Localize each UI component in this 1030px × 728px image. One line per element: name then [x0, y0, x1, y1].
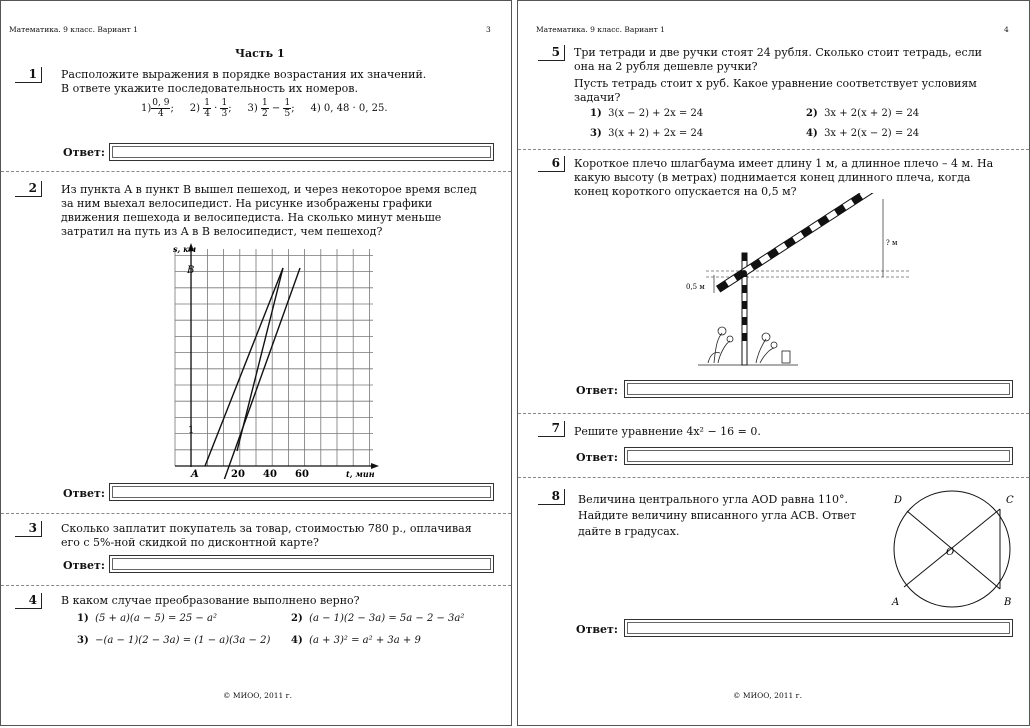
answer-field-2[interactable] [109, 483, 494, 501]
x-tick-40: 40 [263, 469, 277, 479]
question-number-3: 3 [15, 521, 42, 537]
answer-label-2: Ответ: [63, 487, 105, 500]
q1-e1-den: 4 [157, 109, 164, 119]
question-number-5: 5 [538, 45, 565, 61]
q1-e3-label: 3) [247, 103, 258, 114]
point-O: O [946, 547, 955, 558]
q4-o3-label: 3) [77, 635, 89, 646]
q1-e2a-den: 4 [204, 109, 210, 119]
label-half-meter: 0,5 м [686, 283, 705, 291]
separator [518, 477, 1029, 478]
point-C: C [1006, 495, 1014, 506]
answer-label-1: Ответ: [63, 146, 105, 159]
separator [1, 171, 511, 172]
q4-o2-text: (a − 1)(2 − 3a) = 5a − 2 − 3a² [309, 613, 465, 624]
question-number-7: 7 [538, 421, 565, 437]
q5-option-2 [806, 108, 919, 119]
q1-e3a-den: 2 [261, 109, 268, 119]
q4-option-4 [291, 635, 421, 646]
answer-field-7[interactable] [624, 447, 1013, 465]
q5-o4-label: 4) [806, 128, 818, 139]
left-page [0, 0, 512, 726]
q1-e2-op: · [214, 103, 218, 114]
q4-o4-text: (a + 3)² = a² + 3a + 9 [309, 635, 421, 646]
q1-e2-end: ; [228, 103, 232, 114]
q1-e1-end: ; [170, 103, 174, 114]
y-tick-1: 1 [188, 425, 195, 436]
q1-e3-op: − [271, 103, 281, 114]
q5-o2-text: 3x + 2(x + 2) = 24 [824, 108, 920, 119]
q4-o2-label: 2) [291, 613, 303, 624]
answer-label-6: Ответ: [576, 384, 618, 397]
q6-line3: конец короткого опускается на 0,5 м? [574, 185, 797, 198]
answer-field-1[interactable] [109, 143, 494, 161]
q5-line1: Три тетради и две ручки стоят 24 рубля. Сколько стоит тетрадь, если [574, 46, 983, 59]
q6-line1: Короткое плечо шлагбаума имеет длину 1 м, а длинное плечо – 4 м. На [574, 157, 994, 170]
answer-field-6[interactable] [624, 380, 1013, 398]
post-base [782, 351, 790, 363]
q7-text: Решите уравнение 4x² − 16 = 0. [574, 425, 761, 438]
q8-line2: Найдите величину вписанного угла ACB. Ответ [578, 509, 856, 522]
q4-option-2 [291, 613, 464, 624]
q5-o1-label: 1) [590, 108, 602, 119]
q5-option-3 [590, 128, 703, 139]
q4-o4-label: 4) [291, 635, 303, 646]
y-axis-label: s, км [173, 244, 197, 254]
q1-e3a-num: 1 [261, 98, 268, 108]
q4-line1: В каком случае преобразование выполнено верно? [61, 594, 360, 607]
q2-graph [161, 241, 386, 479]
point-A: A [892, 597, 900, 608]
q1-e2-label: 2) [189, 103, 200, 114]
q4-option-3 [77, 635, 270, 646]
separator [518, 149, 1029, 150]
q1-e3b-num: 1 [284, 98, 291, 108]
q1-e3-end: ; [291, 103, 295, 114]
q2-line1: Из пункта A в пункт B вышел пешеход, и через некоторое время вслед [61, 183, 477, 196]
label-question-meter: ? м [886, 239, 898, 247]
pedestrian-line [205, 268, 283, 466]
question-number-1: 1 [15, 67, 42, 83]
q2-line4: затратил на путь из A в B велосипедист, чем пешеход? [61, 225, 383, 238]
point-A: A [191, 469, 199, 479]
page-number: 4 [1004, 25, 1009, 34]
q4-o1-label: 1) [77, 613, 89, 624]
q8-line1: Величина центрального угла AOD равна 110°. [578, 493, 849, 506]
x-tick-20: 20 [231, 469, 245, 479]
q1-e3b-den: 5 [284, 109, 291, 119]
q3-line1: Сколько заплатит покупатель за товар, стоимостью 780 р., оплачивая [61, 522, 472, 535]
point-D: D [894, 495, 903, 506]
q1-e3a [261, 98, 269, 119]
answer-label-7: Ответ: [576, 451, 618, 464]
barrier-figure [678, 193, 918, 371]
q8-line3: дайте в градусах. [578, 525, 680, 538]
q1-e1 [151, 98, 170, 119]
page-footer: © МИОО, 2011 г. [733, 691, 802, 700]
q5-line2: она на 2 рубля дешевле ручки? [574, 60, 758, 73]
q5-line3: Пусть тетрадь стоит x руб. Какое уравнение соответствует условиям [574, 77, 977, 90]
answer-field-3[interactable] [109, 555, 494, 573]
question-number-2: 2 [15, 181, 42, 197]
q1-e2b-den: 3 [221, 109, 228, 119]
q1-e1-label: 1) [141, 103, 152, 114]
q5-o3-text: 3(x + 2) + 2x = 24 [608, 128, 704, 139]
q1-e2a [203, 98, 211, 119]
page-footer: © МИОО, 2011 г. [223, 691, 292, 700]
question-number-4: 4 [15, 593, 42, 609]
q4-option-1 [77, 613, 217, 624]
x-tick-60: 60 [295, 469, 309, 479]
q5-o1-text: 3(x − 2) + 2x = 24 [608, 108, 704, 119]
separator [1, 513, 511, 514]
q1-e2b-num: 1 [221, 98, 228, 108]
answer-field-8[interactable] [624, 619, 1013, 637]
q4-o1-text: (5 + a)(a − 5) = 25 − a² [95, 613, 217, 624]
q5-option-1 [590, 108, 703, 119]
q2-line3: движения пешехода и велосипедиста. На сколько минут меньше [61, 211, 442, 224]
page-header: Математика. 9 класс. Вариант 1 [9, 25, 138, 34]
q1-e1-num: 0, 9 [152, 98, 170, 108]
point-B: B [1004, 597, 1012, 608]
circle-figure [880, 489, 1026, 611]
q1-expressions [141, 98, 388, 119]
q2-line2: за ним выехал велосипедист. На рисунке изображены графики [61, 197, 433, 210]
q5-o4-text: 3x + 2(x − 2) = 24 [824, 128, 920, 139]
page-header: Математика. 9 класс. Вариант 1 [536, 25, 665, 34]
q5-o3-label: 3) [590, 128, 602, 139]
separator [1, 585, 511, 586]
x-axis-label: t, мин [346, 469, 375, 479]
q6-line2: какую высоту (в метрах) поднимается конец длинного плеча, когда [574, 171, 971, 184]
q1-e4: 4) 0, 48 · 0, 25. [310, 103, 388, 114]
q4-o3-text: −(a − 1)(2 − 3a) = (1 − a)(3a − 2) [95, 635, 271, 646]
q5-line4: задачи? [574, 91, 621, 104]
q3-line2: его с 5%-ной скидкой по дисконтной карте? [61, 536, 319, 549]
q5-option-4 [806, 128, 919, 139]
question-number-6: 6 [538, 156, 565, 172]
point-B: B [187, 265, 195, 276]
q1-line1: Расположите выражения в порядке возрастания их значений. [61, 68, 427, 81]
pivot [741, 270, 747, 276]
answer-label-8: Ответ: [576, 623, 618, 636]
part-title: Часть 1 [235, 47, 285, 60]
answer-label-3: Ответ: [63, 559, 105, 572]
right-page [517, 0, 1030, 726]
q5-o2-label: 2) [806, 108, 818, 119]
separator [518, 413, 1029, 414]
q1-e2a-num: 1 [204, 98, 210, 108]
page-number: 3 [486, 25, 491, 34]
question-number-8: 8 [538, 489, 565, 505]
q1-line2: В ответе укажите последовательность их номеров. [61, 82, 358, 95]
